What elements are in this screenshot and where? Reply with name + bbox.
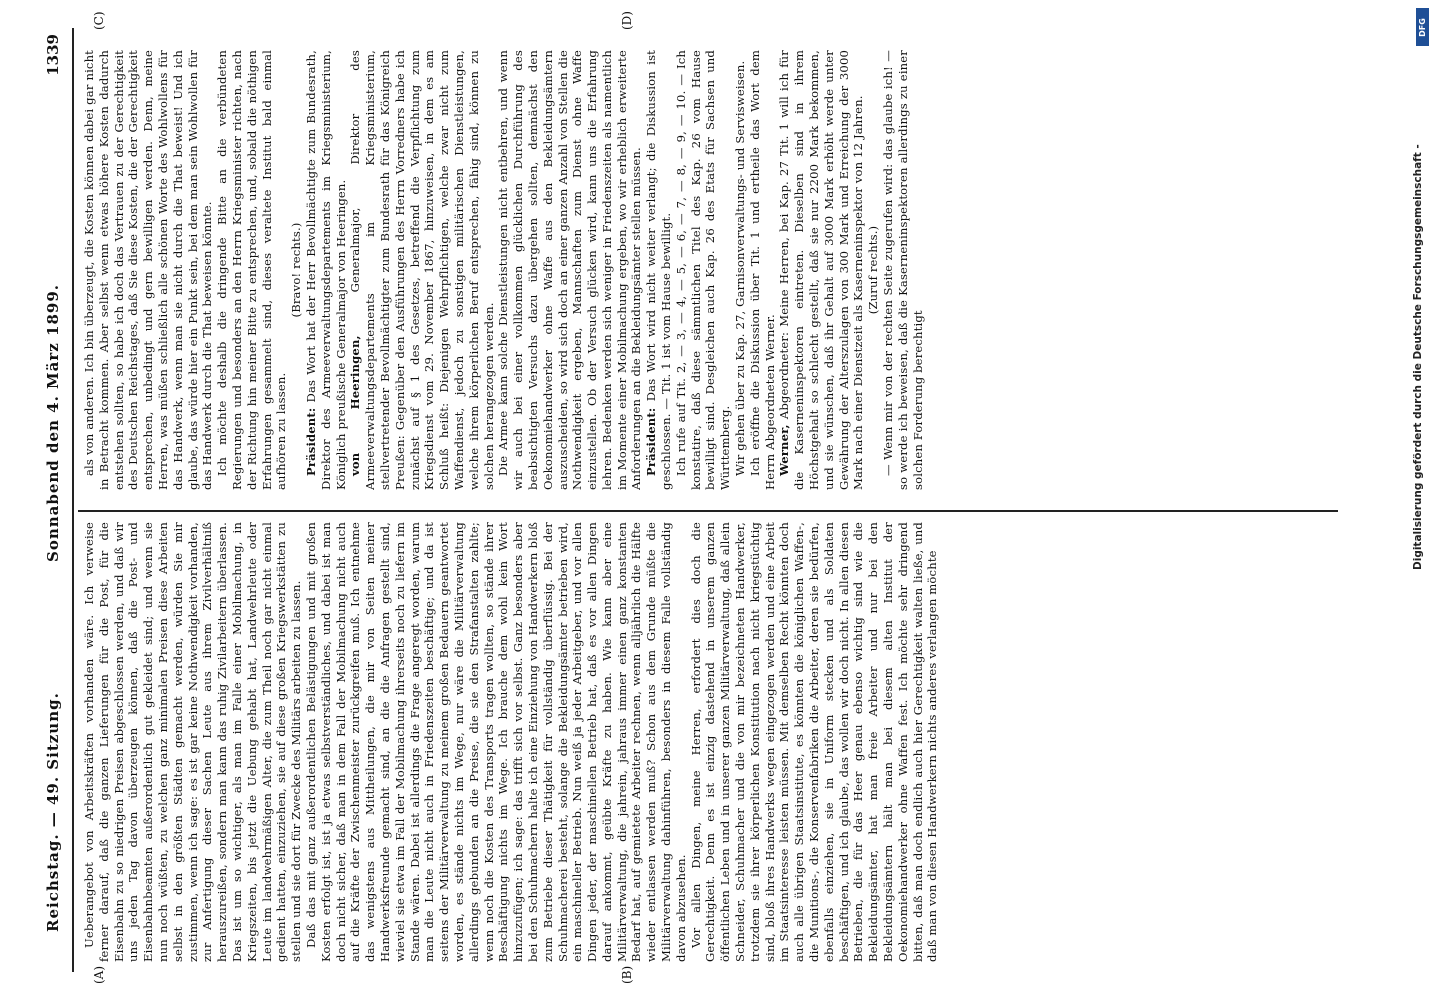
paragraph: Vor allen Dingen, meine Herren, erfordert dies doch die Gerechtigkeit. Denn es ist einzig dastehend in unserem ganzen öffentlichen Leben und in unserer ganzen Militärverwaltung, daß allein Schneider, Schuhmacher und die von mir bezeichneten Handwerker, trotzdem sie ihrer körperlichen Konstitution nach nicht kriegstüchtig sind, bloß ihres Handwerks wegen eingezogen werden und eine Arbeit im Staatsinteresse leisten müssen. Mit demselben Recht könnten doch auch alle übrigen Staatsinstitute, es könnten die königlichen Waffen-, die Munitions-, die Konservenfabriken die Arbeiter, deren sie bedürfen, ebenfalls einziehen, sie in Uniform stecken und als Soldaten beschäftigen, und ich glaube, das wollen wir doch nicht. In allen diesen Betrieben, die für das Heer genau ebenso wichtig sind wie die Bekleidungsämter, hat man freie Arbeiter und nur bei den Bekleidungsämtern hält man bei diesem alten Institut der Oekonomiehandwerker ohne Waffen fest. Ich möchte sehr dringend bitten, daß man doch endlich auch hier Gerechtigkeit walten ließe, und daß man von diesen Handwerkern nichts anderes verlangen möchte [688,522,940,962]
paragraph [348,50,496,490]
paragraph: — Wenn mir von der rechten Seite zugerufen wird: das glaube ich! — so werde ich beweisen, daß die Kaserneninspektoren allerdings zu einer solchen Forderung berechtigt [881,50,925,490]
margin-mark-c: (C) [92,11,106,30]
dfg-logo [1416,8,1429,46]
applause-note: (Bravo! rechts.) [289,222,304,318]
paragraph [304,50,348,490]
paragraph: Die Armee kann solche Dienstleistungen nicht entbehren, und wenn wir auch bei einer vollkommen glücklichen Durchführung des beabsichtigten Versuchs dazu übergehen sollten, demnächst den Oekonomiehandwerker ohne Waffe aus den Bekleidungsämtern auszuscheiden, so wird sich doch an einer ganzen Anzahl von Stellen die Nothwendigkeit ergeben, Mannschaften zum Dienst ohne Waffe einzustellen. Ob der Versuch glücken wird, kann uns die Erfahrung lehren. Bedenken werden sich weniger in Friedenszeiten als namentlich im Momente einer Mobilmachung ergeben, wo wir erheblich erweiterte Anforderungen an die Bekleidungsämter stellen müssen. [496,50,644,490]
paragraph: Wir gehen über zu Kap. 27, Garnisonverwaltungs- und Servisweisen. [733,60,748,476]
paragraph [644,50,674,490]
margin-mark-b: (B) [620,965,634,984]
paragraph: Ich eröffne die Diskussion über Tit. 1 und ertheile das Wort dem Herrn Abgeordneten Werner. [747,50,777,490]
speaker-name: Präsident: [303,407,318,476]
speech-text: Abgeordneter: Meine Herren, bei Kap. 27 Tit. 1 will ich für die Kaserneninspektoren eintreten. Dieselben sind in ihrem Höchstgehalt so schlecht gestellt, daß sie nur 2200 Mark bekommen, und sie wünschen, daß ihr Gehalt auf 3000 Mark erhöht werde unter Gewährung der Alterszulagen von 300 Mark und Erreichung der 3000 Mark nach einer Dienstzeit als Kaserneninspektor von 12 Jahren. [777,50,866,490]
paragraph: Ich möchte deshalb die dringende Bitte an die verbündeten Regierungen und besonders an den Herrn Kriegsminister richten, nach der Richtung hin meiner Bitte zu entsprechen, und, sobald die nöthigen Erfahrungen gesammelt sind, dieses veraltete Institut bald einmal aufhören zu lassen. [215,50,289,490]
right-column [82,50,1334,490]
speech-text: Generalmajor, Direktor des Armeeverwaltungsdepartements im Kriegsministerium, stellvertretender Bevollmächtigter zum Bundesrath für das Königreich Preußen: Gegenüber den Ausführungen des Herrn Vorredners habe ich zunächst auf § 1 des Gesetzes, betreffend die Verpflichtung zum Kriegsdienst vom 29. November 1867, hinzuweisen, in dem es am Schluß heißt: Diejenigen Wehrpflichtigen, welche zwar nicht zum Waffendienst, jedoch zu sonstigen militärischen Dienstleistungen, welche ihrem körperlichen Beruf entsprechen, fähig sind, können zu solchen herangezogen werden. [348,50,496,490]
speaker-name: von Heeringen, [348,335,363,476]
paragraph: Ueberangebot von Arbeitskräften vorhanden wäre. Ich verweise ferner darauf, daß die ganzen Lieferungen für die Post, für die Eisenbahn zu so niedrigen Preisen abgeschlossen werden, und daß wir uns jeden Tag davon überzeugen können, daß die Post- und Eisenbahnbeamten außerordentlich gut gekleidet sind; und wenn sie nun noch wüßten, zu welchen ganz minimalen Preisen diese Arbeiten selbst in den größten Städten gemacht werden, würden Sie mir zustimmen, wenn ich sage: es ist gar keine Nothwendigkeit vorhanden, zur Anfertigung dieser Sachen Leute aus ihrem Zivilverhältniß herauszureißen, sondern man kann das ruhig Zivilarbeitern überlassen. Das ist um so wichtiger, als man im Falle einer Mobilmachung, in Kriegszeiten, bis jetzt die Uebung gehabt hat, Landwehrleute oder Leute im landwehrmäßigen Alter, die zum Theil noch gar nicht einmal gedient hatten, einzuziehen, sie auf diese großen Kriegswerkstätten zu stellen und sie dort für Zwecke des Militärs arbeiten zu lassen. [82,522,304,962]
paragraph: als von anderen. Ich bin überzeugt, die Kosten können dabei gar nicht in Betracht kommen. Aber selbst wenn etwas höhere Kosten dadurch entstehen sollten, so habe ich doch das Vertrauen zu der Gerechtigkeit des Deutschen Reichstages, daß Sie diese Kosten, die der Gerechtigkeit entsprechen, unbedingt und gern bewilligen werden. Denn, meine Herren, was müßen schließlich alle schönen Worte des Wohlwollens für das Handwerk, wenn man sie nicht durch die That beweist! Und ich glaube, das würde hier ein Punkt sein, bei dem man sein Wohlwollen für das Handwerk durch die That beweisen könnte. [82,50,215,490]
header-rule [72,28,74,972]
funding-sidebar [1406,0,1434,1000]
page-header [38,28,68,972]
speech-text: Das Wort wird nicht weiter verlangt; die Diskussion ist geschlossen. — Tit. 1 ist vom Hause bewilligt. [644,50,674,490]
paragraph: Ich rufe auf Tit. 2, — 3, — 4, — 5, — 6, — 7, — 8, — 9, — 10. — Ich konstatire, daß diese sämmtlichen Titel des Kap. 26 vom Hause bewilligt sind. Desgleichen auch Kap. 26 des Etats für Sachsen und Württemberg. [673,50,733,490]
left-column [82,522,1334,962]
speaker-name: Präsident: [644,407,659,476]
speaker-name: Werner, [777,424,792,476]
header-session: Reichstag. — 49. Sitzung. [44,692,62,932]
funding-notice: Digitalisierung gefördert durch die Deutsche Forschungsgemeinschaft - [1412,144,1424,570]
margin-mark-d: (D) [620,11,634,30]
margin-mark-a: (A) [92,965,106,984]
header-date: Sonnabend den 4. März 1899. [44,284,62,562]
dfg-logo-text: DFG [1418,17,1428,37]
paragraph [777,50,866,490]
paragraph: Daß das mit ganz außerordentlichen Belästigungen und mit großen Kosten erfolgt ist, ist ja etwas selbstverständliches, und dabei ist man doch nicht sicher, daß man in dem Fall der Mobilmachung nicht auch auf die Kräfte der Zwischenmeister zurückgreifen muß. Ich entnehme das wenigstens aus Mittheilungen, die mir von Seiten meiner Handwerksfreunde gemacht sind, an die die Anfragen gestellt sind, wieviel sie etwa im Fall der Mobilmachung ihrerseits noch zu liefern im Stande wären. Dabei ist allerdings die Frage angeregt worden, warum man die Leute nicht auch in Friedenszeiten beschäftige; und da ist seitens der Militärverwaltung zu meinem großen Bedauern geantwortet worden, es stände nichts im Wege, nur wäre die Militärverwaltung allerdings gebunden an die Preise, die sie den Strafanstalten zahlte; wenn noch die Kosten des Transports tragen wollten, so stände ihrer Beschäftigung nichts im Wege. Ich brauche dem wohl kein Wort hinzuzufügen; ich sage: das trifft sich vor selbst. Ganz besonders aber bei den Schuhmachern halte ich eine Einziehung von Handwerkern bloß zum Betriebe dieser Thätigkeit für vollständig überflüssig. Bei der Schuhmacherei besteht, solange die Bekleidungsämter betrieben wird, ein maschineller Betrieb. Nun weiß ja jeder Arbeitgeber, und vor allen Dingen jeder, der maschinellen Betrieb hat, daß es vor allen Dingen darauf ankommt, geübte Kräfte zu haben. Wie kann aber eine Militärverwaltung, die jahrein, jahraus immer einen ganz konstanten Bedarf hat, auf gemietete Arbeiter rechnen, wenn alljährlich die Hälfte wieder entlassen werden muß? Schon aus dem Grunde müßte die Militärverwaltung dahinführen, besonders in diesem Falle vollständig davon abzusehen. [303,522,688,962]
speech-text: Das Wort hat der Herr Bevollmächtigte zum Bundesrath, Direktor des Armeeverwaltungsdepartements im Kriegsministerium, Königlich preußische Generalmajor von Heeringen. [303,50,348,490]
page-number: 1339 [44,34,62,76]
column-divider [78,510,1338,512]
applause-note: (Zuruf rechts.) [866,225,881,315]
